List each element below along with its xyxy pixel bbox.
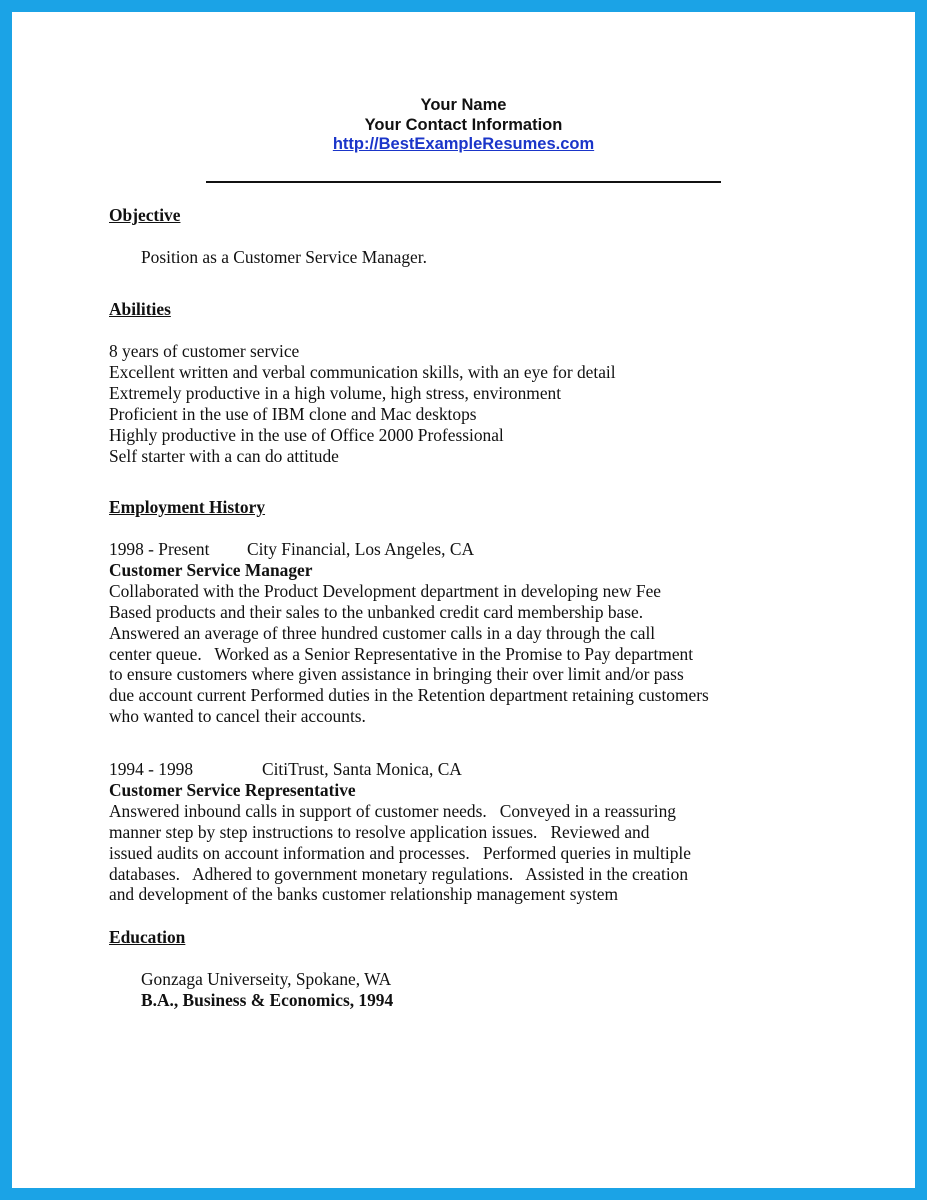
job-company: CitiTrust, Santa Monica, CA: [262, 759, 462, 779]
job-description-line: Collaborated with the Product Development department in developing new Fee: [109, 580, 662, 601]
job-entry-1: [109, 539, 709, 727]
education-entry: [141, 969, 393, 1011]
job-description-line: and development of the banks customer relationship management system: [109, 884, 619, 905]
job-title: Customer Service Manager: [109, 559, 313, 580]
job-title: Customer Service Representative: [109, 779, 356, 800]
job-dates: 1994 - 1998: [109, 759, 194, 779]
degree: B.A., Business & Economics, 1994: [141, 989, 394, 1010]
ability-item: Excellent written and verbal communication skills, with an eye for detail: [109, 361, 616, 382]
candidate-name: Your Name: [420, 96, 507, 114]
ability-item: Self starter with a can do attitude: [109, 445, 339, 466]
contact-information: Your Contact Information: [364, 115, 563, 134]
job-description-line: due account current Performed duties in the Retention department retaining customers: [109, 685, 709, 706]
header-divider: [206, 181, 721, 183]
school-name: Gonzaga Universeity, Spokane, WA: [141, 969, 392, 989]
education-heading: Education: [109, 927, 186, 947]
job-description-line: Based products and their sales to the unbanked credit card membership base.: [109, 601, 644, 622]
job-description-line: manner step by step instructions to resolve application issues. Reviewed and: [109, 821, 650, 842]
job-description-line: who wanted to cancel their accounts.: [109, 706, 366, 727]
ability-item: Proficient in the use of IBM clone and Mac desktops: [109, 403, 477, 424]
job-dates: 1998 - Present: [109, 539, 210, 559]
job-description-line: issued audits on account information and processes. Performed queries in multiple: [109, 842, 691, 863]
job-description-line: center queue. Worked as a Senior Representative in the Promise to Pay department: [109, 643, 694, 664]
employment-heading: Employment History: [109, 497, 266, 517]
job-description-line: to ensure customers where given assistance in bringing their over limit and/or pass: [109, 664, 684, 685]
job-company: City Financial, Los Angeles, CA: [247, 539, 475, 559]
objective-heading: Objective: [109, 205, 181, 225]
ability-item: Extremely productive in a high volume, high stress, environment: [109, 382, 562, 403]
abilities-list: [109, 341, 616, 466]
resume-header: [0, 96, 927, 155]
job-description-line: Answered inbound calls in support of customer needs. Conveyed in a reassuring: [109, 800, 677, 821]
job-entry-2: [109, 759, 691, 905]
ability-item: 8 years of customer service: [109, 341, 300, 361]
website-link[interactable]: http://BestExampleResumes.com: [332, 135, 595, 153]
objective-text: Position as a Customer Service Manager.: [141, 247, 427, 267]
abilities-heading: Abilities: [109, 299, 171, 319]
ability-item: Highly productive in the use of Office 2000 Professional: [109, 424, 504, 445]
job-description-line: Answered an average of three hundred customer calls in a day through the call: [109, 622, 656, 643]
job-description-line: databases. Adhered to government monetary regulations. Assisted in the creation: [109, 863, 689, 884]
